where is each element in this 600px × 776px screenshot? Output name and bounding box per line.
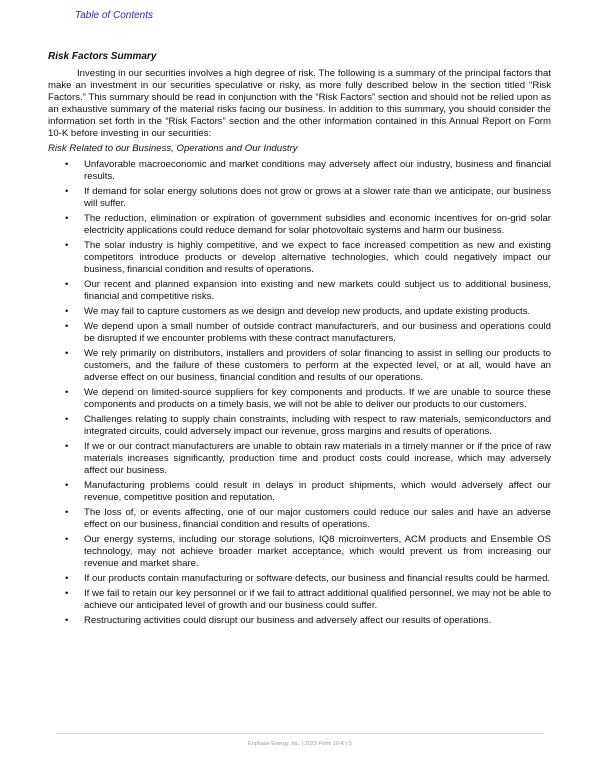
bullet-icon: • <box>65 240 69 251</box>
bullet-icon: • <box>65 588 69 599</box>
bullet-icon: • <box>65 186 69 197</box>
intro-paragraph: Investing in our securities involves a high degree of risk. The following is a summary of the principal factors that make an investment in our securities speculative or risky, as more fully described below in the section titled “Risk Factors.” This summary should be read in conjunction with the “Risk Factors” section and should not be relied upon as an exhaustive summary of the material risks facing our business. In addition to this summary, you should consider the information set forth in the “Risk Factors” section and the other information contained in this Annual Report on Form 10-K before investing in our securities: <box>48 68 551 139</box>
bullet-icon: • <box>65 213 69 224</box>
risk-text: Unfavorable macroeconomic and market conditions may adversely affect our industry, business and financial results. <box>84 159 551 182</box>
risk-text: We depend upon a small number of outside contract manufacturers, and our business and operations could be disrupted if we encounter problems with these contract manufacturers. <box>84 321 551 344</box>
risk-text: If we or our contract manufacturers are unable to obtain raw materials in a timely manner or if the price of raw materials increases significantly, production time and product costs could increase, which may adversely affect our business. <box>84 441 551 476</box>
risk-text: If demand for solar energy solutions does not grow or grows at a slower rate than we anticipate, our business will suffer. <box>84 186 551 209</box>
bullet-icon: • <box>65 306 69 317</box>
bullet-icon: • <box>65 348 69 359</box>
risk-text: We may fail to capture customers as we design and develop new products, and update existing products. <box>84 306 531 317</box>
list-item <box>48 321 551 345</box>
list-item <box>48 279 551 303</box>
risk-text: Challenges relating to supply chain constraints, including with respect to raw materials, semiconductors and integrated circuits, could adversely impact our revenue, gross margins and results of operations. <box>84 414 551 437</box>
list-item <box>48 573 551 585</box>
bullet-icon: • <box>65 480 69 491</box>
list-item <box>48 615 551 627</box>
risk-text: Our energy systems, including our storage solutions, IQ8 microinverters, ACM products and Ensemble OS technology, may not achieve broader market acceptance, which would prevent us from increasing our revenue and market share. <box>84 534 551 569</box>
list-item <box>48 480 551 504</box>
risk-text: The loss of, or events affecting, one of our major customers could reduce our sales and have an adverse effect on our business, financial condition and results of operations. <box>84 507 551 530</box>
list-item <box>48 441 551 477</box>
risk-text: If our products contain manufacturing or software defects, our business and financial results could be harmed. <box>84 573 551 584</box>
risk-text: The reduction, elimination or expiration of government subsidies and economic incentives for on-grid solar electricity applications could reduce demand for solar photovoltaic systems and harm our business. <box>84 213 551 236</box>
bullet-icon: • <box>65 414 69 425</box>
bullet-icon: • <box>65 159 69 170</box>
bullet-icon: • <box>65 615 69 626</box>
risk-text: Manufacturing problems could result in delays in product shipments, which would adversely affect our revenue, competitive position and reputation. <box>84 480 551 503</box>
bullet-icon: • <box>65 321 69 332</box>
list-item <box>48 240 551 276</box>
list-item <box>48 534 551 570</box>
bullet-icon: • <box>65 534 69 545</box>
risk-text: We rely primarily on distributors, installers and providers of solar financing to assist in selling our products to customers, and the failure of these customers to perform at the expected level, or at all, would have an adverse effect on our business, financial condition and results of our operations. <box>84 348 551 383</box>
footer-divider <box>56 733 544 734</box>
list-item <box>48 588 551 612</box>
list-item <box>48 348 551 384</box>
risk-text: If we fail to retain our key personnel or if we fail to attract additional qualified personnel, we may not be able to achieve our anticipated level of growth and our business could suffer. <box>84 588 551 611</box>
table-of-contents-link[interactable]: Table of Contents <box>75 10 154 21</box>
list-item <box>48 507 551 531</box>
risk-text: Restructuring activities could disrupt our business and adversely affect our results of operations. <box>84 615 492 626</box>
list-item <box>48 186 551 210</box>
bullet-icon: • <box>65 387 69 398</box>
risk-factors-section <box>48 50 551 630</box>
risk-text: We depend on limited-source suppliers for key components and products. If we are unable to source these components and products on a timely basis, we will not be able to deliver our products to our customers. <box>84 387 551 410</box>
list-item <box>48 159 551 183</box>
bullet-icon: • <box>65 507 69 518</box>
risk-list <box>48 159 551 627</box>
bullet-icon: • <box>65 279 69 290</box>
list-item <box>48 306 551 318</box>
section-title: Risk Factors Summary <box>48 51 157 62</box>
bullet-icon: • <box>65 441 69 452</box>
subsection-title: Risk Related to our Business, Operations and Our Industry <box>48 143 298 154</box>
list-item <box>48 213 551 237</box>
risk-text: Our recent and planned expansion into existing and new markets could subject us to additional business, financial and competitive risks. <box>84 279 551 302</box>
bullet-icon: • <box>65 573 69 584</box>
list-item <box>48 387 551 411</box>
list-item <box>48 414 551 438</box>
risk-text: The solar industry is highly competitive, and we expect to face increased competition as new and existing competitors introduce products or develop alternative technologies, which could negatively impact our business, financial condition and results of operations. <box>84 240 551 275</box>
page-footer: Enphase Energy, Inc. | 2023 Form 10-K | 5 <box>248 741 352 747</box>
